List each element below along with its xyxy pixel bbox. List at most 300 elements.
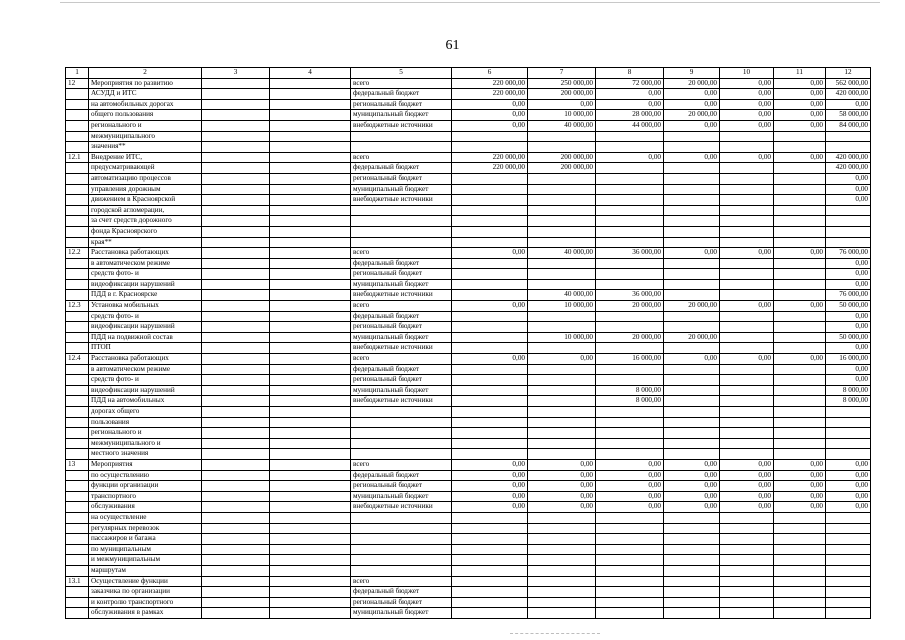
- table-cell-col12: [826, 555, 871, 566]
- table-cell-col2: обслуживания в рамках: [89, 608, 202, 619]
- table-cell-col7: 0,00: [528, 502, 596, 513]
- table-cell-col8: [596, 184, 664, 195]
- table-cell-col9: [664, 565, 720, 576]
- table-cell-col7: [528, 343, 596, 354]
- table-cell-col7: [528, 311, 596, 322]
- table-cell-col3: [202, 502, 270, 513]
- table-cell-col4: [270, 407, 351, 418]
- table-cell-col6: [452, 216, 528, 227]
- table-cell-col10: [720, 428, 774, 439]
- table-cell-col7: [528, 417, 596, 428]
- table-cell-col3: [202, 311, 270, 322]
- table-cell-col5: федеральный бюджет: [351, 163, 452, 174]
- table-cell-col1: [66, 364, 89, 375]
- table-row: [66, 375, 871, 386]
- table-row: [66, 481, 871, 492]
- table-cell-col7: 10 000,00: [528, 110, 596, 121]
- table-cell-col4: [270, 364, 351, 375]
- table-cell-col1: [66, 290, 89, 301]
- table-cell-col2: видеофиксации нарушений: [89, 385, 202, 396]
- table-cell-col7: 250 000,00: [528, 78, 596, 89]
- table-row: [66, 142, 871, 153]
- column-header-6: 6: [452, 68, 528, 79]
- table-cell-col11: [774, 269, 826, 280]
- table-cell-col1: [66, 332, 89, 343]
- table-cell-col6: 0,00: [452, 481, 528, 492]
- table-cell-col12: [826, 417, 871, 428]
- table-cell-col3: [202, 343, 270, 354]
- table-cell-col8: [596, 428, 664, 439]
- table-cell-col2: АСУДД и ИТС: [89, 89, 202, 100]
- table-cell-col11: [774, 385, 826, 396]
- table-row: [66, 576, 871, 587]
- table-cell-col6: 0,00: [452, 502, 528, 513]
- table-cell-col11: [774, 311, 826, 322]
- table-cell-col2: транспортного: [89, 491, 202, 502]
- table-cell-col11: [774, 279, 826, 290]
- table-cell-col12: 0,00: [826, 502, 871, 513]
- table-cell-col9: [664, 173, 720, 184]
- table-cell-col8: [596, 216, 664, 227]
- table-cell-col4: [270, 385, 351, 396]
- table-cell-col10: [720, 438, 774, 449]
- table-cell-col12: 0,00: [826, 364, 871, 375]
- table-cell-col5: всего: [351, 354, 452, 365]
- table-cell-col6: [452, 565, 528, 576]
- table-cell-col12: 0,00: [826, 375, 871, 386]
- table-cell-col4: [270, 237, 351, 248]
- table-cell-col9: [664, 523, 720, 534]
- column-header-4: 4: [270, 68, 351, 79]
- table-cell-col9: 0,00: [664, 491, 720, 502]
- table-cell-col10: 0,00: [720, 481, 774, 492]
- table-cell-col6: [452, 555, 528, 566]
- table-cell-col1: [66, 195, 89, 206]
- table-cell-col2: Установка мобильных: [89, 301, 202, 312]
- table-cell-col8: [596, 142, 664, 153]
- table-cell-col12: [826, 226, 871, 237]
- table-cell-col9: [664, 322, 720, 333]
- table-cell-col6: [452, 343, 528, 354]
- table-cell-col7: [528, 576, 596, 587]
- table-cell-col3: [202, 216, 270, 227]
- table-cell-col7: [528, 407, 596, 418]
- table-cell-col10: [720, 237, 774, 248]
- table-row: [66, 152, 871, 163]
- table-cell-col7: [528, 195, 596, 206]
- table-cell-col5: муниципальный бюджет: [351, 279, 452, 290]
- table-cell-col9: 0,00: [664, 459, 720, 470]
- table-cell-col12: 8 000,00: [826, 396, 871, 407]
- table-cell-col3: [202, 131, 270, 142]
- table-cell-col6: [452, 205, 528, 216]
- table-cell-col11: [774, 375, 826, 386]
- table-cell-col2: за счет средств дорожного: [89, 216, 202, 227]
- table-cell-col7: [528, 131, 596, 142]
- table-cell-col1: [66, 311, 89, 322]
- table-cell-col1: [66, 131, 89, 142]
- table-cell-col9: 0,00: [664, 502, 720, 513]
- table-cell-col8: 0,00: [596, 491, 664, 502]
- table-cell-col4: [270, 248, 351, 259]
- table-cell-col6: 0,00: [452, 99, 528, 110]
- table-cell-col4: [270, 608, 351, 619]
- table-cell-col1: [66, 322, 89, 333]
- table-cell-col3: [202, 597, 270, 608]
- table-cell-col4: [270, 417, 351, 428]
- table-cell-col1: 13.1: [66, 576, 89, 587]
- table-cell-col3: [202, 152, 270, 163]
- table-row: [66, 491, 871, 502]
- table-cell-col3: [202, 544, 270, 555]
- table-cell-col1: [66, 565, 89, 576]
- table-cell-col5: [351, 449, 452, 460]
- table-cell-col4: [270, 290, 351, 301]
- table-cell-col4: [270, 597, 351, 608]
- table-cell-col7: [528, 534, 596, 545]
- table-cell-col10: [720, 173, 774, 184]
- table-cell-col3: [202, 481, 270, 492]
- table-cell-col12: 76 000,00: [826, 290, 871, 301]
- table-cell-col10: [720, 534, 774, 545]
- table-cell-col3: [202, 269, 270, 280]
- table-cell-col7: [528, 587, 596, 598]
- table-cell-col11: 0,00: [774, 248, 826, 259]
- table-cell-col5: муниципальный бюджет: [351, 608, 452, 619]
- table-cell-col2: средств фото- и: [89, 269, 202, 280]
- table-cell-col6: 0,00: [452, 354, 528, 365]
- table-cell-col4: [270, 449, 351, 460]
- table-cell-col5: муниципальный бюджет: [351, 184, 452, 195]
- table-cell-col3: [202, 248, 270, 259]
- table-cell-col6: 0,00: [452, 248, 528, 259]
- table-cell-col7: [528, 438, 596, 449]
- table-cell-col2: края**: [89, 237, 202, 248]
- table-cell-col5: внебюджетные источники: [351, 290, 452, 301]
- table-cell-col9: 0,00: [664, 120, 720, 131]
- table-cell-col10: [720, 195, 774, 206]
- table-cell-col9: 0,00: [664, 99, 720, 110]
- table-row: [66, 173, 871, 184]
- table-cell-col6: 0,00: [452, 459, 528, 470]
- table-cell-col12: 0,00: [826, 269, 871, 280]
- table-cell-col1: [66, 279, 89, 290]
- table-cell-col6: [452, 544, 528, 555]
- table-cell-col11: 0,00: [774, 502, 826, 513]
- table-cell-col10: [720, 311, 774, 322]
- table-cell-col5: федеральный бюджет: [351, 470, 452, 481]
- table-row: [66, 269, 871, 280]
- table-cell-col12: 420 000,00: [826, 163, 871, 174]
- table-cell-col11: [774, 438, 826, 449]
- table-cell-col6: 0,00: [452, 491, 528, 502]
- table-cell-col10: [720, 565, 774, 576]
- table-cell-col6: [452, 332, 528, 343]
- table-cell-col11: [774, 555, 826, 566]
- table-cell-col2: ПДД на подвижной состав: [89, 332, 202, 343]
- table-cell-col1: [66, 258, 89, 269]
- table-cell-col1: [66, 407, 89, 418]
- table-cell-col5: федеральный бюджет: [351, 587, 452, 598]
- table-cell-col3: [202, 396, 270, 407]
- table-cell-col10: [720, 163, 774, 174]
- table-cell-col2: по муниципальным: [89, 544, 202, 555]
- table-cell-col3: [202, 565, 270, 576]
- table-row: [66, 226, 871, 237]
- table-cell-col2: функции организации: [89, 481, 202, 492]
- table-row: [66, 459, 871, 470]
- table-cell-col9: 20 000,00: [664, 110, 720, 121]
- table-cell-col4: [270, 523, 351, 534]
- table-cell-col7: [528, 322, 596, 333]
- table-cell-col9: 0,00: [664, 152, 720, 163]
- table-cell-col11: [774, 417, 826, 428]
- table-cell-col8: 72 000,00: [596, 78, 664, 89]
- table-cell-col1: [66, 163, 89, 174]
- table-cell-col11: [774, 343, 826, 354]
- table-cell-col5: [351, 131, 452, 142]
- table-cell-col6: [452, 269, 528, 280]
- table-cell-col7: 0,00: [528, 99, 596, 110]
- table-cell-col9: [664, 396, 720, 407]
- table-cell-col10: [720, 343, 774, 354]
- table-cell-col2: на автомобильных дорогах: [89, 99, 202, 110]
- table-cell-col12: 0,00: [826, 173, 871, 184]
- table-cell-col8: 0,00: [596, 152, 664, 163]
- table-cell-col9: 20 000,00: [664, 78, 720, 89]
- table-cell-col10: [720, 269, 774, 280]
- table-cell-col8: 16 000,00: [596, 354, 664, 365]
- table-cell-col3: [202, 237, 270, 248]
- table-cell-col1: [66, 120, 89, 131]
- table-cell-col4: [270, 258, 351, 269]
- table-cell-col8: [596, 279, 664, 290]
- table-cell-col5: [351, 142, 452, 153]
- table-cell-col2: местного значения: [89, 449, 202, 460]
- table-cell-col2: регионального и: [89, 120, 202, 131]
- table-cell-col10: [720, 417, 774, 428]
- table-cell-col12: 0,00: [826, 279, 871, 290]
- table-cell-col6: [452, 364, 528, 375]
- table-row: [66, 565, 871, 576]
- table-cell-col1: [66, 343, 89, 354]
- table-cell-col4: [270, 131, 351, 142]
- table-cell-col11: 0,00: [774, 301, 826, 312]
- table-cell-col7: 40 000,00: [528, 248, 596, 259]
- table-cell-col7: [528, 396, 596, 407]
- table-cell-col5: [351, 226, 452, 237]
- table-cell-col5: [351, 417, 452, 428]
- table-cell-col5: внебюджетные источники: [351, 195, 452, 206]
- table-cell-col4: [270, 269, 351, 280]
- table-cell-col11: [774, 163, 826, 174]
- table-cell-col11: [774, 258, 826, 269]
- table-cell-col9: [664, 269, 720, 280]
- table-cell-col1: [66, 417, 89, 428]
- table-cell-col5: региональный бюджет: [351, 269, 452, 280]
- table-cell-col4: [270, 491, 351, 502]
- table-cell-col8: 0,00: [596, 502, 664, 513]
- table-cell-col3: [202, 354, 270, 365]
- table-cell-col1: [66, 470, 89, 481]
- table-cell-col12: 0,00: [826, 343, 871, 354]
- table-row: [66, 364, 871, 375]
- table-cell-col6: 0,00: [452, 470, 528, 481]
- table-cell-col9: [664, 417, 720, 428]
- table-cell-col10: 0,00: [720, 459, 774, 470]
- table-cell-col10: 0,00: [720, 502, 774, 513]
- column-header-12: 12: [826, 68, 871, 79]
- table-cell-col11: 0,00: [774, 481, 826, 492]
- table-cell-col8: [596, 258, 664, 269]
- table-cell-col10: 0,00: [720, 301, 774, 312]
- table-cell-col1: [66, 449, 89, 460]
- table-cell-col1: [66, 237, 89, 248]
- table-row: [66, 216, 871, 227]
- table-row: [66, 534, 871, 545]
- table-cell-col2: значения**: [89, 142, 202, 153]
- table-cell-col7: 10 000,00: [528, 301, 596, 312]
- table-cell-col8: 36 000,00: [596, 290, 664, 301]
- table-cell-col1: [66, 481, 89, 492]
- table-cell-col9: [664, 163, 720, 174]
- table-cell-col5: [351, 216, 452, 227]
- table-cell-col1: [66, 99, 89, 110]
- table-cell-col9: 20 000,00: [664, 332, 720, 343]
- table-row: [66, 332, 871, 343]
- table-cell-col5: муниципальный бюджет: [351, 491, 452, 502]
- table-cell-col3: [202, 226, 270, 237]
- table-cell-col7: 0,00: [528, 481, 596, 492]
- table-cell-col10: [720, 258, 774, 269]
- table-cell-col12: 0,00: [826, 258, 871, 269]
- table-cell-col1: 12: [66, 78, 89, 89]
- table-cell-col8: [596, 131, 664, 142]
- table-cell-col12: 50 000,00: [826, 332, 871, 343]
- table-cell-col8: [596, 269, 664, 280]
- table-cell-col4: [270, 205, 351, 216]
- table-row: [66, 322, 871, 333]
- table-cell-col12: 0,00: [826, 470, 871, 481]
- table-cell-col2: автоматизацию процессов: [89, 173, 202, 184]
- table-cell-col1: [66, 216, 89, 227]
- table-cell-col12: [826, 597, 871, 608]
- table-cell-col10: [720, 407, 774, 418]
- table-cell-col4: [270, 354, 351, 365]
- table-cell-col2: управления дорожным: [89, 184, 202, 195]
- table-cell-col10: [720, 205, 774, 216]
- table-cell-col4: [270, 438, 351, 449]
- table-cell-col3: [202, 205, 270, 216]
- table-cell-col3: [202, 332, 270, 343]
- table-cell-col9: [664, 216, 720, 227]
- table-cell-col1: [66, 491, 89, 502]
- table-cell-col1: [66, 428, 89, 439]
- table-cell-col5: [351, 544, 452, 555]
- table-cell-col4: [270, 481, 351, 492]
- column-header-3: 3: [202, 68, 270, 79]
- table-cell-col12: [826, 608, 871, 619]
- table-cell-col4: [270, 195, 351, 206]
- table-cell-col4: [270, 184, 351, 195]
- table-cell-col7: [528, 269, 596, 280]
- table-cell-col4: [270, 470, 351, 481]
- table-cell-col2: ПТОП: [89, 343, 202, 354]
- table-cell-col3: [202, 438, 270, 449]
- column-header-2: 2: [89, 68, 202, 79]
- table-row: [66, 110, 871, 121]
- table-cell-col12: 84 000,00: [826, 120, 871, 131]
- table-cell-col10: [720, 587, 774, 598]
- table-cell-col5: внебюджетные источники: [351, 502, 452, 513]
- table-cell-col8: [596, 343, 664, 354]
- table-cell-col1: [66, 226, 89, 237]
- table-cell-col5: всего: [351, 78, 452, 89]
- table-cell-col6: [452, 534, 528, 545]
- table-cell-col3: [202, 258, 270, 269]
- table-cell-col12: [826, 131, 871, 142]
- table-cell-col11: [774, 184, 826, 195]
- table-cell-col11: 0,00: [774, 120, 826, 131]
- table-cell-col6: [452, 449, 528, 460]
- table-cell-col1: [66, 142, 89, 153]
- table-cell-col4: [270, 459, 351, 470]
- table-cell-col10: [720, 597, 774, 608]
- table-cell-col10: 0,00: [720, 491, 774, 502]
- table-cell-col8: [596, 417, 664, 428]
- table-cell-col5: всего: [351, 576, 452, 587]
- table-cell-col1: [66, 385, 89, 396]
- table-cell-col1: [66, 269, 89, 280]
- table-cell-col12: [826, 523, 871, 534]
- table-row: [66, 470, 871, 481]
- table-cell-col11: [774, 565, 826, 576]
- table-cell-col7: [528, 226, 596, 237]
- table-cell-col8: [596, 195, 664, 206]
- table-cell-col11: 0,00: [774, 354, 826, 365]
- table-cell-col3: [202, 491, 270, 502]
- table-cell-col6: 220 000,00: [452, 89, 528, 100]
- table-cell-col3: [202, 120, 270, 131]
- table-cell-col7: [528, 258, 596, 269]
- table-cell-col10: 0,00: [720, 120, 774, 131]
- table-row: [66, 407, 871, 418]
- table-cell-col7: [528, 142, 596, 153]
- table-cell-col11: [774, 226, 826, 237]
- table-cell-col2: общего пользования: [89, 110, 202, 121]
- table-cell-col7: 0,00: [528, 491, 596, 502]
- table-row: [66, 205, 871, 216]
- table-cell-col6: 0,00: [452, 120, 528, 131]
- table-cell-col6: [452, 428, 528, 439]
- table-cell-col1: [66, 555, 89, 566]
- table-cell-col8: [596, 226, 664, 237]
- table-cell-col6: [452, 226, 528, 237]
- table-cell-col9: [664, 438, 720, 449]
- column-header-5: 5: [351, 68, 452, 79]
- table-cell-col8: 20 000,00: [596, 301, 664, 312]
- table-cell-col8: 44 000,00: [596, 120, 664, 131]
- table-cell-col9: [664, 184, 720, 195]
- budget-table: [65, 67, 871, 619]
- table-cell-col9: [664, 597, 720, 608]
- table-cell-col9: [664, 311, 720, 322]
- table-cell-col6: [452, 311, 528, 322]
- table-cell-col12: 0,00: [826, 322, 871, 333]
- table-cell-col1: [66, 534, 89, 545]
- table-cell-col7: [528, 544, 596, 555]
- table-cell-col10: [720, 396, 774, 407]
